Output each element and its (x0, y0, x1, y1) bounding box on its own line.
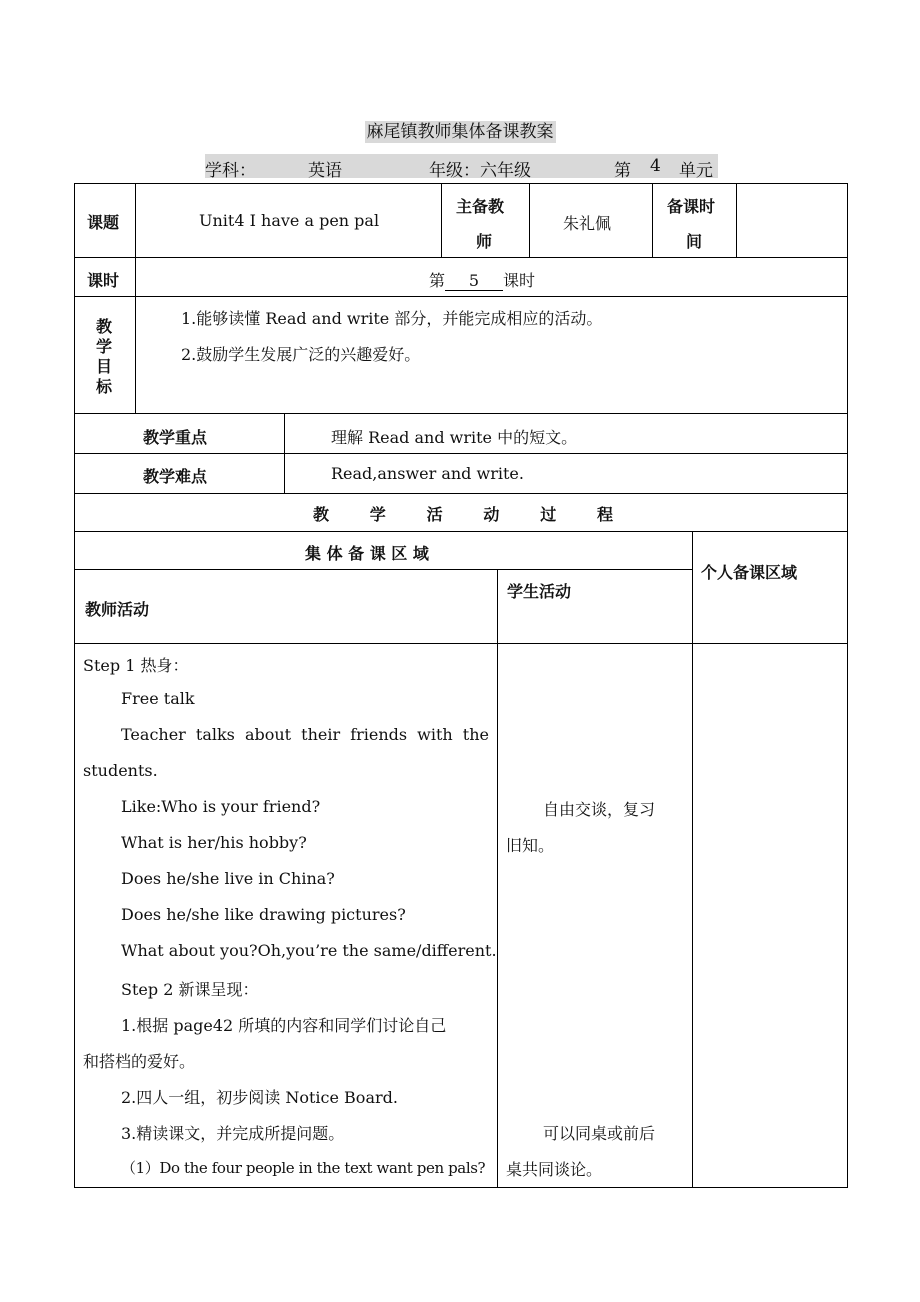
grade-text: 年级：六年级 (429, 161, 531, 181)
teacher-line: 3.精读课文，并完成所提问题。 (121, 1124, 345, 1143)
difficulty-label: 教学难点 (143, 467, 208, 486)
difficulty-value: Read,answer and write. (331, 464, 524, 483)
unit-suffix: 单元 (679, 161, 713, 181)
student-note-line: 自由交谈，复习 (543, 800, 656, 819)
teacher-line: Does he/she live in China? (121, 869, 335, 888)
prep-time-label: 备课时 (667, 197, 716, 216)
teacher-line: Step 1 热身： (83, 656, 189, 675)
goal-item-1: 1.能够读懂 Read and write 部分，并能完成相应的活动。 (181, 309, 603, 328)
personal-area-header: 个人备课区域 (701, 563, 798, 582)
lead-teacher-label: 主备教 (456, 197, 505, 216)
key-point-label: 教学重点 (143, 428, 208, 447)
collective-area-header: 集 体 备 课 区 域 (305, 544, 429, 563)
subject-header-bar (205, 154, 718, 181)
topic-label: 课题 (87, 213, 120, 232)
teacher-line: Does he/she like drawing pictures? (121, 905, 406, 924)
lead-teacher-label-line2: 师 (476, 232, 493, 251)
unit-prefix: 第 (614, 161, 631, 181)
student-note-line: 可以同桌或前后 (543, 1124, 656, 1143)
goal-item-2: 2.鼓励学生发展广泛的兴趣爱好。 (181, 345, 421, 364)
process-header: 教 学 活 动 过 程 (313, 505, 613, 524)
teacher-line: Free talk (121, 689, 195, 708)
subject-value: 英语 (308, 161, 342, 181)
prep-time-label-line2: 间 (686, 232, 703, 251)
teacher-line: students. (83, 761, 158, 780)
unit-number: 4 (650, 156, 661, 176)
period-number: 5 (445, 271, 503, 291)
student-note-line: 桌共同谈论。 (506, 1160, 603, 1179)
subject-label: 学科： (205, 161, 256, 181)
teacher-activity-header: 教师活动 (85, 600, 150, 619)
teacher-line: What is her/his hobby? (121, 833, 307, 852)
teacher-line: What about you?Oh,you’re the same/different. (121, 941, 497, 960)
lead-teacher-value: 朱礼佩 (563, 214, 612, 233)
teacher-line: 和搭档的爱好。 (83, 1052, 196, 1071)
period-text: 第 5 课时 (429, 271, 536, 290)
period-label: 课时 (87, 271, 120, 290)
teacher-line: 1.根据 page42 所填的内容和同学们讨论自己 (121, 1016, 447, 1035)
student-activity-header: 学生活动 (507, 582, 572, 601)
teacher-line: （1）Do the four people in the text want pen pals? (121, 1159, 486, 1177)
teacher-line: Step 2 新课呈现： (121, 980, 259, 999)
teacher-line: Teacher talks about their friends with the (121, 725, 489, 744)
student-note-line: 旧知。 (506, 836, 555, 855)
document-title: 麻尾镇教师集体备课教案 (366, 122, 554, 142)
teacher-line: 2.四人一组，初步阅读 Notice Board. (121, 1088, 398, 1107)
topic-value: Unit4 I have a pen pal (199, 211, 380, 230)
key-point-value: 理解 Read and write 中的短文。 (331, 428, 578, 447)
lesson-plan-table (74, 183, 848, 1188)
teacher-line: Like:Who is your friend? (121, 797, 321, 816)
goals-label: 教 学 目 标 (96, 317, 113, 396)
